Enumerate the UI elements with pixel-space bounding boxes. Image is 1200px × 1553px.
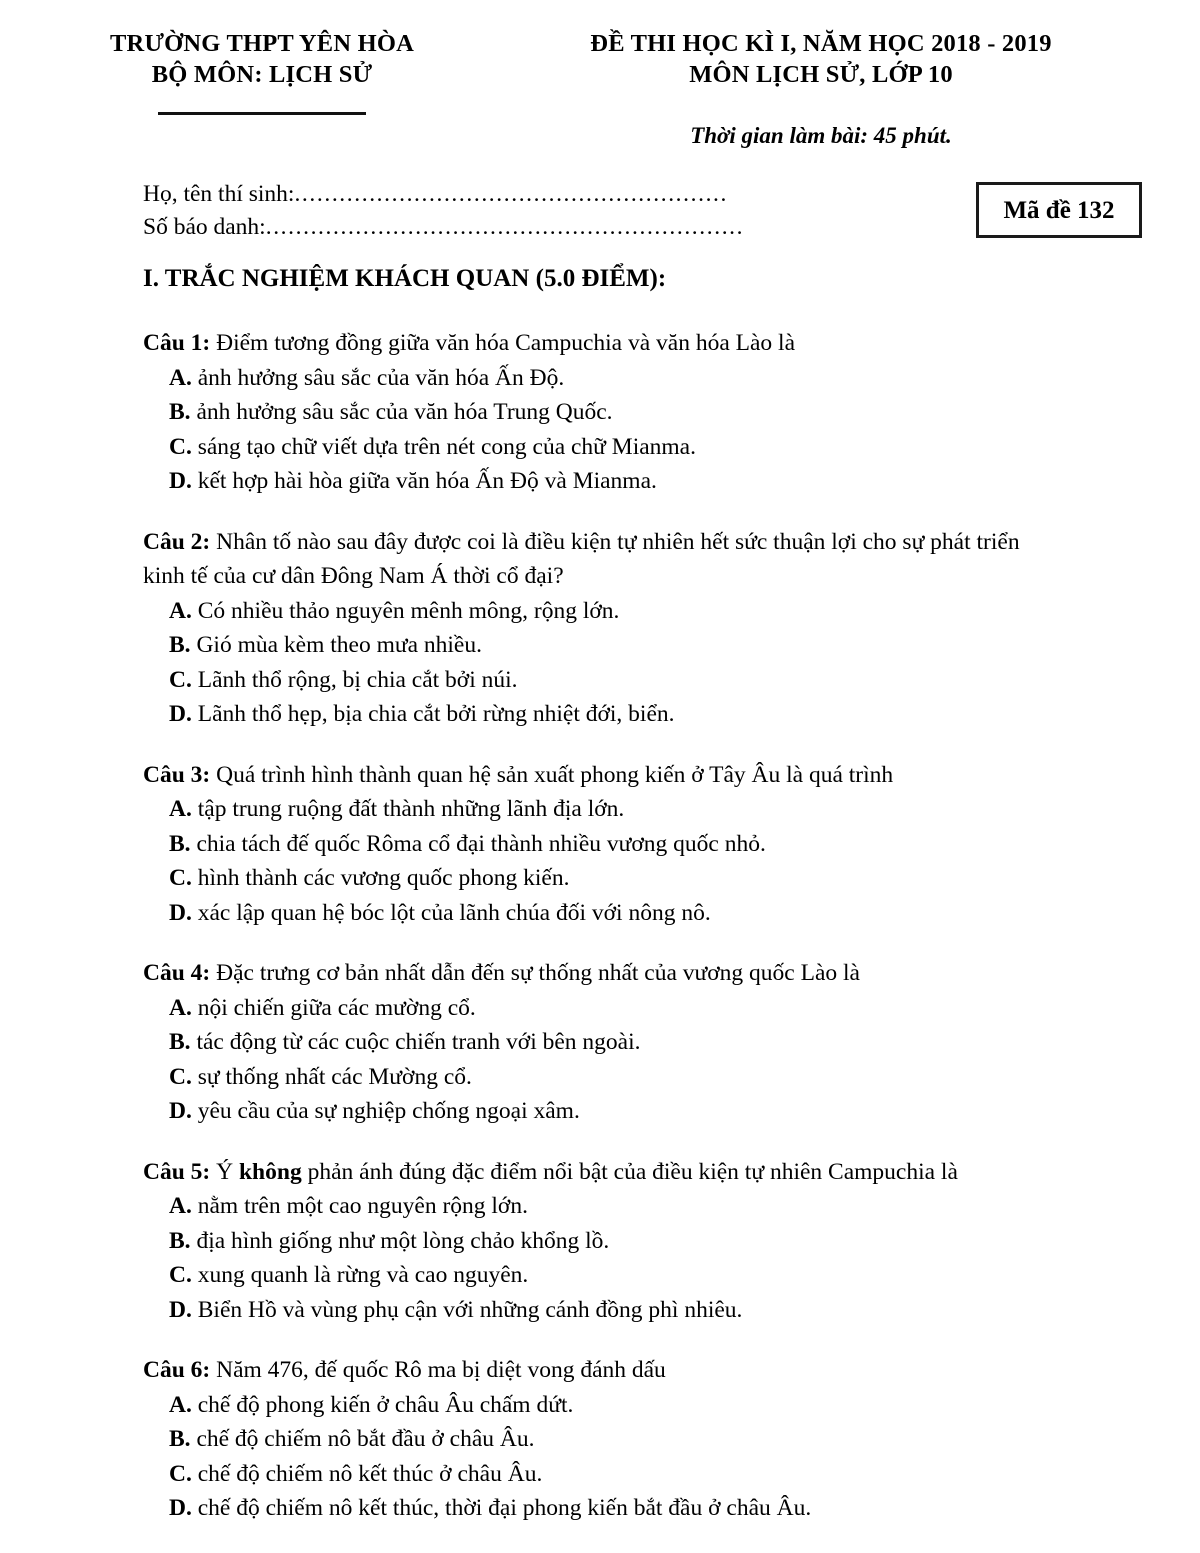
option-letter: B. (169, 1426, 191, 1452)
question-number: Câu 3: (143, 761, 211, 788)
option-text: Lãnh thổ rộng, bị chia cắt bởi núi. (191, 666, 518, 693)
option-text: nằm trên một cao nguyên rộng lớn. (191, 1193, 528, 1219)
question-emphasis: không (238, 1158, 302, 1185)
exam-code-label: Mã đề 132 (1003, 196, 1115, 224)
option-letter: C. (169, 1063, 192, 1090)
candidate-name-label: Họ, tên thí sinh: (143, 181, 295, 207)
option-text: chế độ chiếm nô kết thúc, thời đại phong kiến bắt đầu ở châu Âu. (191, 1495, 812, 1521)
option-text: sự thống nhất các Mường cổ. (191, 1063, 472, 1090)
option-text: sáng tạo chữ viết dựa trên nét cong của chữ Mianma. (191, 433, 696, 460)
option-text: chế độ phong kiến ở châu Âu chấm dứt. (191, 1391, 574, 1418)
exam-code-box (976, 182, 1142, 238)
option-letter: D. (169, 1098, 192, 1124)
option-text: xung quanh là rừng và cao nguyên. (191, 1262, 529, 1288)
header-divider (158, 112, 366, 115)
question-item (143, 326, 1063, 499)
answer-option[interactable] (143, 1224, 1063, 1259)
option-list (143, 1189, 1063, 1327)
question-number: Câu 2: (143, 528, 211, 555)
option-text: Biển Hồ và vùng phụ cận với những cánh đồng phì nhiêu. (191, 1296, 743, 1323)
option-list (143, 792, 1063, 930)
option-text: địa hình giống như một lòng chảo khổng lồ. (190, 1227, 610, 1254)
answer-option[interactable] (143, 896, 1063, 931)
answer-option[interactable] (143, 1258, 1063, 1293)
option-letter: D. (169, 701, 192, 727)
option-letter: A. (169, 1193, 192, 1219)
option-text: kết hợp hài hòa giữa văn hóa Ấn Độ và Mianma. (191, 468, 657, 494)
answer-option[interactable] (143, 1060, 1063, 1095)
question-number: Câu 1: (143, 330, 211, 356)
question-stem (143, 758, 1063, 793)
answer-option[interactable] (143, 1491, 1063, 1526)
candidate-id-leader[interactable]: ................................................................ (265, 214, 745, 240)
option-letter: B. (169, 1227, 191, 1254)
candidate-id-label: Số báo danh: (143, 214, 266, 240)
question-stem (143, 956, 1063, 991)
question-text: Đặc trưng cơ bản nhất dẫn đến sự thống nhất của vương quốc Lào là (210, 960, 860, 986)
answer-option[interactable] (143, 361, 1063, 396)
question-item (143, 1155, 1063, 1328)
option-text: ảnh hưởng sâu sắc của văn hóa Ấn Độ. (191, 364, 565, 391)
exam-duration: Thời gian làm bài: 45 phút. (690, 123, 952, 148)
option-letter: D. (169, 468, 192, 494)
option-letter: A. (169, 597, 192, 624)
question-item (143, 758, 1063, 931)
question-number: Câu 4: (143, 960, 211, 986)
option-text: chia tách đế quốc Rôma cổ đại thành nhiều vương quốc nhỏ. (190, 830, 766, 857)
option-letter: B. (169, 399, 191, 425)
question-item (143, 1353, 1063, 1526)
option-letter: D. (169, 1495, 192, 1521)
candidate-id-row (143, 211, 843, 244)
option-text: chế độ chiếm nô bắt đầu ở châu Âu. (190, 1426, 535, 1452)
answer-option[interactable] (143, 1388, 1063, 1423)
option-text: Có nhiều thảo nguyên mênh mông, rộng lớn. (191, 597, 620, 624)
candidate-name-leader[interactable]: .......................................................... (294, 181, 729, 207)
option-letter: D. (169, 899, 192, 926)
question-stem (143, 1353, 1063, 1388)
option-letter: C. (169, 666, 192, 693)
answer-option[interactable] (143, 430, 1063, 465)
option-letter: C. (169, 1460, 192, 1487)
option-text: chế độ chiếm nô kết thúc ở châu Âu. (191, 1460, 543, 1487)
page-header (0, 0, 1200, 150)
option-text: nội chiến giữa các mường cổ. (191, 994, 476, 1021)
question-number: Câu 6: (143, 1357, 211, 1383)
answer-option[interactable] (143, 464, 1063, 499)
option-letter: B. (169, 632, 191, 658)
answer-option[interactable] (143, 792, 1063, 827)
answer-option[interactable] (143, 861, 1063, 896)
answer-option[interactable] (143, 827, 1063, 862)
option-text: xác lập quan hệ bóc lột của lãnh chúa đối với nông nô. (191, 899, 711, 926)
option-letter: A. (169, 796, 192, 822)
option-letter: A. (169, 364, 192, 391)
department-name: BỘ MÔN: LỊCH SỬ (151, 61, 373, 88)
exam-subject: MÔN LỊCH SỬ, LỚP 10 (689, 61, 953, 88)
option-letter: C. (169, 433, 192, 460)
exam-title: ĐỀ THI HỌC KÌ I, NĂM HỌC 2018 - 2019 (590, 30, 1052, 57)
answer-option[interactable] (143, 1293, 1063, 1328)
answer-option[interactable] (143, 1094, 1063, 1129)
option-letter: B. (169, 830, 191, 857)
section-heading: I. TRẮC NGHIỆM KHÁCH QUAN (5.0 ĐIỂM): (143, 265, 667, 292)
option-letter: D. (169, 1296, 192, 1323)
question-item (143, 525, 1063, 732)
question-stem (143, 326, 1063, 361)
candidate-name-row (143, 178, 843, 211)
option-text: tác động từ các cuộc chiến tranh với bên ngoài. (190, 1029, 641, 1055)
question-item (143, 956, 1063, 1129)
question-list (143, 326, 1063, 1526)
question-number: Câu 5: (143, 1158, 211, 1185)
answer-option[interactable] (143, 395, 1063, 430)
question-stem (143, 1155, 1063, 1190)
option-letter: C. (169, 1262, 192, 1288)
school-name: TRƯỜNG THPT YÊN HÒA (110, 30, 414, 57)
answer-option[interactable] (143, 663, 1063, 698)
question-text: Ý (210, 1158, 239, 1185)
option-text: Gió mùa kèm theo mưa nhiều. (190, 632, 482, 658)
option-text: tập trung ruộng đất thành những lãnh địa lớn. (191, 796, 625, 822)
question-text: Điểm tương đồng giữa văn hóa Campuchia và văn hóa Lào là (210, 330, 796, 356)
answer-option[interactable] (143, 991, 1063, 1026)
option-text: yêu cầu của sự nghiệp chống ngoại xâm. (191, 1098, 580, 1124)
option-text: Lãnh thổ hẹp, bịa chia cắt bởi rừng nhiệt đới, biển. (191, 701, 675, 727)
option-letter: C. (169, 865, 192, 891)
answer-option[interactable] (143, 1025, 1063, 1060)
option-text: ảnh hưởng sâu sắc của văn hóa Trung Quốc. (190, 399, 613, 425)
question-text-cont: phản ánh đúng đặc điểm nổi bật của điều kiện tự nhiên Campuchia là (301, 1158, 958, 1185)
option-letter: A. (169, 994, 192, 1021)
option-letter: A. (169, 1391, 192, 1418)
question-text: Nhân tố nào sau đây được coi là điều kiện tự nhiên hết sức thuận lợi cho sự phát triển kinh tế của cư dân Đông Nam Á thời cổ đại? (143, 528, 1020, 589)
exam-title-block (502, 28, 1200, 150)
option-list (143, 361, 1063, 499)
question-text: Năm 476, đế quốc Rô ma bị diệt vong đánh dấu (210, 1357, 666, 1383)
option-list (143, 594, 1063, 732)
answer-option[interactable] (143, 628, 1063, 663)
question-stem (143, 525, 1063, 594)
candidate-info (143, 178, 843, 244)
answer-option[interactable] (143, 1457, 1063, 1492)
answer-option[interactable] (143, 1422, 1063, 1457)
header-divider-wrap (22, 112, 502, 115)
answer-option[interactable] (143, 594, 1063, 629)
answer-option[interactable] (143, 1189, 1063, 1224)
exam-body (143, 262, 1063, 1552)
option-letter: B. (169, 1029, 191, 1055)
school-block (0, 28, 502, 115)
option-list (143, 991, 1063, 1129)
option-text: hình thành các vương quốc phong kiến. (191, 865, 570, 891)
answer-option[interactable] (143, 697, 1063, 732)
question-text: Quá trình hình thành quan hệ sản xuất phong kiến ở Tây Âu là quá trình (210, 761, 894, 788)
option-list (143, 1388, 1063, 1526)
